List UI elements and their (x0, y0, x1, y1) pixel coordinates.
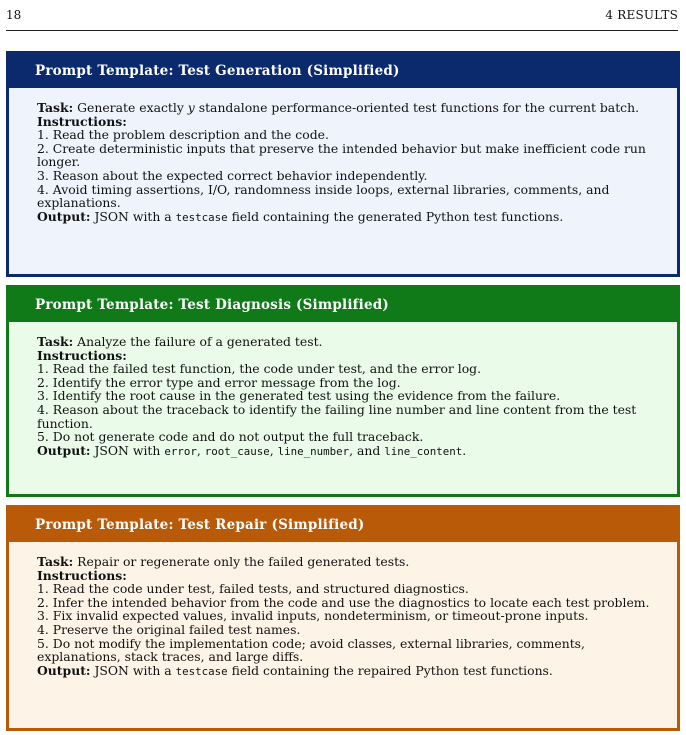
output-field-error: error (164, 444, 197, 458)
test-repair-body (9, 542, 677, 728)
instruction-step: 1. Read the code under test, failed tests, and structured diagnostics. (37, 581, 469, 597)
output-text: JSON with a (90, 208, 176, 224)
instructions-label-line (37, 115, 651, 129)
output-text-rest: field containing the repaired Python test functions. (227, 662, 553, 678)
task-text: Repair or regenerate only the failed generated tests. (73, 554, 410, 569)
output-text: JSON with (90, 442, 165, 458)
task-text: Generate exactly (73, 100, 188, 115)
task-line (37, 555, 651, 569)
instruction-step: 3. Identify the root cause in the generated test using the evidence from the failure. (37, 388, 561, 404)
output-end: . (462, 442, 467, 458)
output-separator: , (269, 442, 278, 458)
output-text: JSON with a (90, 662, 176, 678)
instruction-step: 1. Read the failed test function, the code under test, and the error log. (37, 361, 482, 377)
instruction-step: 3. Fix invalid expected values, invalid inputs, nondeterminism, or timeout-prone inputs. (37, 608, 589, 624)
instruction-step: 3. Reason about the expected correct behavior independently. (37, 167, 428, 183)
page-header (6, 6, 678, 24)
task-label: Task: (37, 334, 74, 349)
test-diagnosis-title: Prompt Template: Test Diagnosis (Simplified) (9, 288, 677, 322)
running-section-title: 4 RESULTS (605, 8, 678, 22)
output-line (37, 444, 651, 459)
task-label: Task: (37, 100, 74, 115)
instructions-label: Instructions: (37, 567, 127, 583)
output-code: testcase (175, 664, 228, 678)
instructions-label-line (37, 569, 651, 583)
output-code: testcase (175, 210, 228, 224)
instructions-label-line (37, 349, 651, 363)
output-field-line-content: line_content (384, 444, 463, 458)
task-text-rest: standalone performance-oriented test functions for the current batch. (194, 100, 640, 115)
test-generation-body (9, 88, 677, 274)
test-repair-box (6, 505, 680, 731)
task-text: Analyze the failure of a generated test. (73, 334, 323, 349)
output-field-line-number: line_number (277, 444, 350, 458)
instruction-step: 2. Create deterministic inputs that preserve the intended behavior but make inefficient code run longer. (37, 140, 646, 170)
task-line (37, 335, 651, 349)
task-label: Task: (37, 554, 74, 569)
instruction-step: 2. Infer the intended behavior from the code and use the diagnostics to locate each test problem. (37, 594, 650, 610)
test-generation-title: Prompt Template: Test Generation (Simplified) (9, 54, 677, 88)
output-line (37, 664, 651, 679)
instruction-step: 5. Do not generate code and do not output the full traceback. (37, 429, 424, 445)
task-line (37, 101, 651, 115)
instruction-step: 5. Do not modify the implementation code; avoid classes, external libraries, comments, explanations, stack traces, and large diffs. (37, 635, 585, 665)
test-repair-title: Prompt Template: Test Repair (Simplified) (9, 508, 677, 542)
page-number: 18 (6, 8, 22, 22)
output-line (37, 210, 651, 225)
output-text-rest: field containing the generated Python test functions. (227, 208, 564, 224)
output-label: Output: (37, 442, 91, 458)
instruction-step: 2. Identify the error type and error message from the log. (37, 374, 401, 390)
output-separator: , (196, 442, 205, 458)
instruction-step: 4. Reason about the traceback to identify the failing line number and line content from the test function. (37, 401, 637, 431)
instructions-label: Instructions: (37, 113, 127, 129)
output-label: Output: (37, 662, 91, 678)
task-variable: y (187, 100, 195, 115)
output-field-root-cause: root_cause (204, 444, 270, 458)
output-separator: , and (349, 442, 385, 458)
instructions-label: Instructions: (37, 347, 127, 363)
test-generation-box (6, 51, 680, 277)
instruction-step: 1. Read the problem description and the code. (37, 127, 329, 143)
test-diagnosis-body (9, 322, 677, 494)
instruction-step: 4. Preserve the original failed test names. (37, 621, 301, 637)
test-diagnosis-box (6, 285, 680, 497)
instruction-step: 4. Avoid timing assertions, I/O, randomness inside loops, external libraries, comments, and explanations. (37, 181, 610, 211)
header-rule (6, 30, 678, 31)
output-label: Output: (37, 208, 91, 224)
